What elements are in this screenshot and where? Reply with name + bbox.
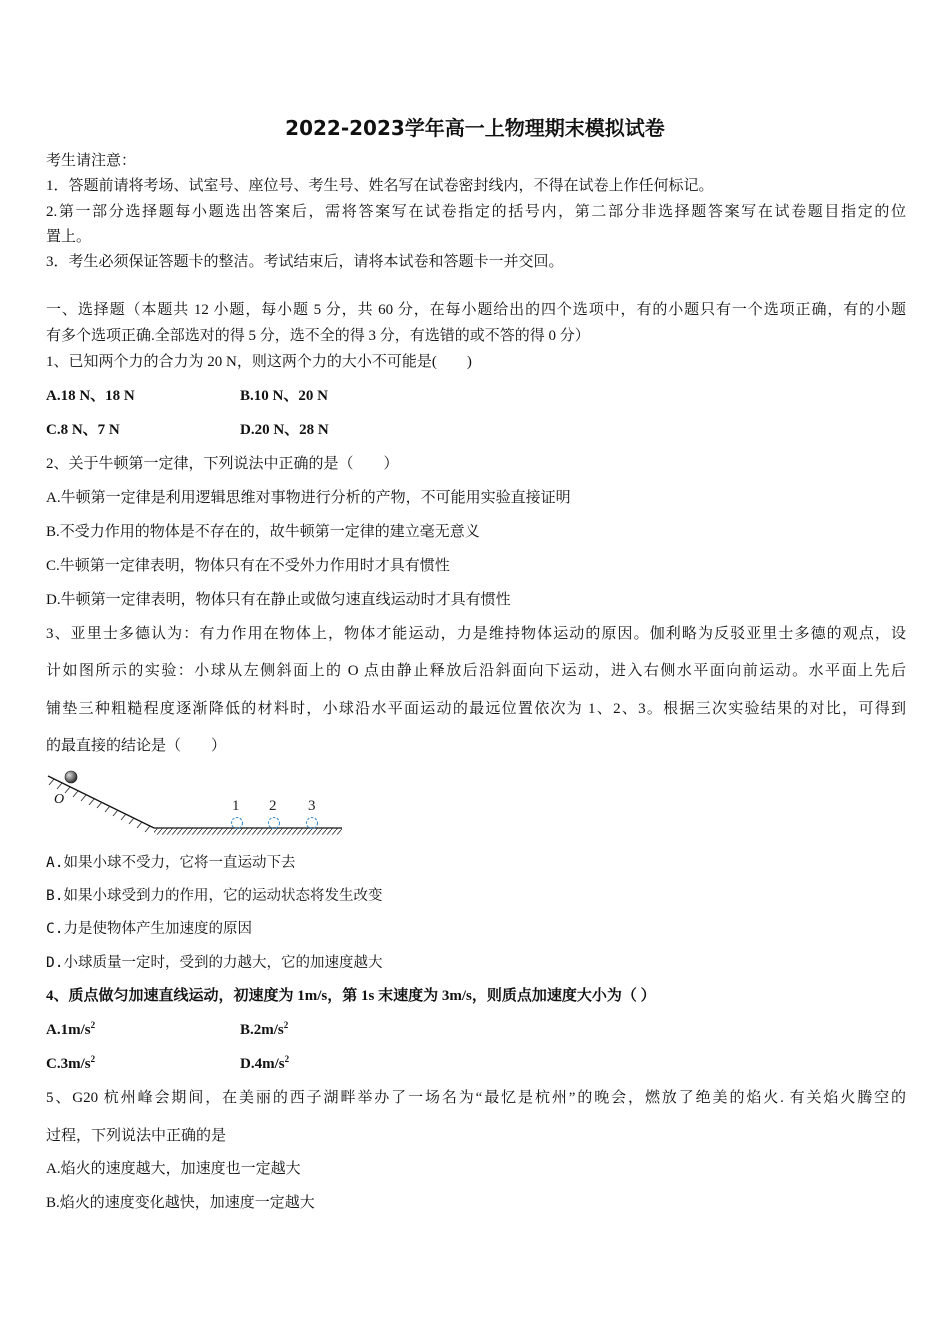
q2-option-c: C.牛顿第一定律表明，物体只有在不受外力作用时才具有惯性 xyxy=(46,558,450,574)
q4-option-a-exp: 2 xyxy=(90,1020,96,1030)
position-2-label: 2 xyxy=(269,798,277,814)
q4-option-c-exp: 2 xyxy=(90,1054,96,1064)
q5-option-b: B.焰火的速度变化越快，加速度一定越大 xyxy=(46,1195,315,1211)
q3-stem-line1: 3、亚里士多德认为：有力作用在物体上，物体才能运动，力是维持物体运动的原因。伽利略为反驳亚里士多德的观点，设 xyxy=(46,626,906,642)
q2-stem: 2、关于牛顿第一定律，下列说法中正确的是（ ） xyxy=(46,456,399,472)
q1-option-a: A.18 N、18 N xyxy=(46,388,135,404)
q5-stem-line1: 5、G20 杭州峰会期间，在美丽的西子湖畔举办了一场名为“最忆是杭州”的晚会，燃放了绝美的焰火. 有关焰火腾空的 xyxy=(46,1090,906,1106)
q3-stem-line4: 的最直接的结论是（ ） xyxy=(46,738,227,754)
q1-option-b: B.10 N、20 N xyxy=(240,388,328,404)
q4-option-d-exp: 2 xyxy=(284,1054,290,1064)
notice-heading: 考生请注意： xyxy=(46,153,137,169)
position-1-label: 1 xyxy=(232,798,240,814)
q4-option-b-text: B.2m/s xyxy=(240,1022,284,1038)
notice-item-2-cont: 置上。 xyxy=(46,229,92,245)
ground-hatching xyxy=(154,829,342,835)
position-2-ball xyxy=(269,818,280,829)
q4-option-c-text: C.3m/s xyxy=(46,1056,91,1072)
q3-option-d: D.小球质量一定时，受到的力越大，它的加速度越大 xyxy=(46,955,383,971)
q2-option-b: B.不受力作用的物体是不存在的，故牛顿第一定律的建立毫无意义 xyxy=(46,524,480,540)
ball xyxy=(65,771,77,783)
q4-option-d-text: D.4m/s xyxy=(240,1056,285,1072)
position-1-ball xyxy=(232,818,243,829)
notice-item-3: 3．考生必须保证答题卡的整洁。考试结束后，请将本试卷和答题卡一并交回。 xyxy=(46,254,564,270)
q5-stem-line2: 过程，下列说法中正确的是 xyxy=(46,1128,227,1144)
incline-experiment-figure xyxy=(46,764,346,836)
q4-option-b-exp: 2 xyxy=(283,1020,289,1030)
position-3-label: 3 xyxy=(308,798,316,814)
q2-option-a: A.牛顿第一定律是利用逻辑思维对事物进行分析的产物，不可能用实验直接证明 xyxy=(46,490,571,506)
q4-option-a-text: A.1m/s xyxy=(46,1022,91,1038)
q2-option-d: D.牛顿第一定律表明，物体只有在静止或做匀速直线运动时才具有惯性 xyxy=(46,592,511,608)
position-3-ball xyxy=(307,818,318,829)
q5-option-a: A.焰火的速度越大，加速度也一定越大 xyxy=(46,1161,301,1177)
q3-option-a: A.如果小球不受力，它将一直运动下去 xyxy=(46,855,296,871)
section-heading-line2: 有多个选项正确.全部选对的得 5 分，选不全的得 3 分，有选错的或不答的得 0 分） xyxy=(46,328,590,344)
notice-item-1: 1．答题前请将考场、试室号、座位号、考生号、姓名写在试卷密封线内，不得在试卷上作任何标记。 xyxy=(46,178,714,194)
q1-option-c: C.8 N、7 N xyxy=(46,422,120,438)
notice-item-2: 2.第一部分选择题每小题选出答案后，需将答案写在试卷指定的括号内，第二部分非选择题答案写在试卷题目指定的位 xyxy=(46,204,906,220)
point-o-label: O xyxy=(54,792,65,807)
q4-option-a xyxy=(46,1020,95,1040)
q4-option-c xyxy=(46,1054,95,1074)
section-heading-line1: 一、选择题（本题共 12 小题，每小题 5 分，共 60 分，在每小题给出的四个选项中，有的小题只有一个选项正确，有的小题 xyxy=(46,302,906,318)
q3-option-b: B.如果小球受到力的作用，它的运动状态将发生改变 xyxy=(46,888,383,904)
q4-option-d xyxy=(240,1054,289,1074)
q1-option-d: D.20 N、28 N xyxy=(240,422,329,438)
q3-stem-line2: 计如图所示的实验：小球从左侧斜面上的 O 点由静止释放后沿斜面向下运动，进入右侧水平面向前运动。水平面上先后 xyxy=(46,663,906,679)
page-title: 2022-2023学年高一上物理期末模拟试卷 xyxy=(285,116,665,140)
incline-hatching xyxy=(49,779,150,832)
q4-stem: 4、质点做匀加速直线运动，初速度为 1m/s，第 1s 末速度为 3m/s，则质点加速度大小为（ ） xyxy=(46,988,656,1004)
q4-option-b xyxy=(240,1020,288,1040)
q3-stem-line3: 铺垫三种粗糙程度逐渐降低的材料时，小球沿水平面运动的最远位置依次为 1、2、3。根据三次实验结果的对比，可得到 xyxy=(46,701,906,717)
q1-stem: 1、已知两个力的合力为 20 N，则这两个力的大小不可能是( ) xyxy=(46,354,472,370)
q3-option-c: C.力是使物体产生加速度的原因 xyxy=(46,921,252,937)
